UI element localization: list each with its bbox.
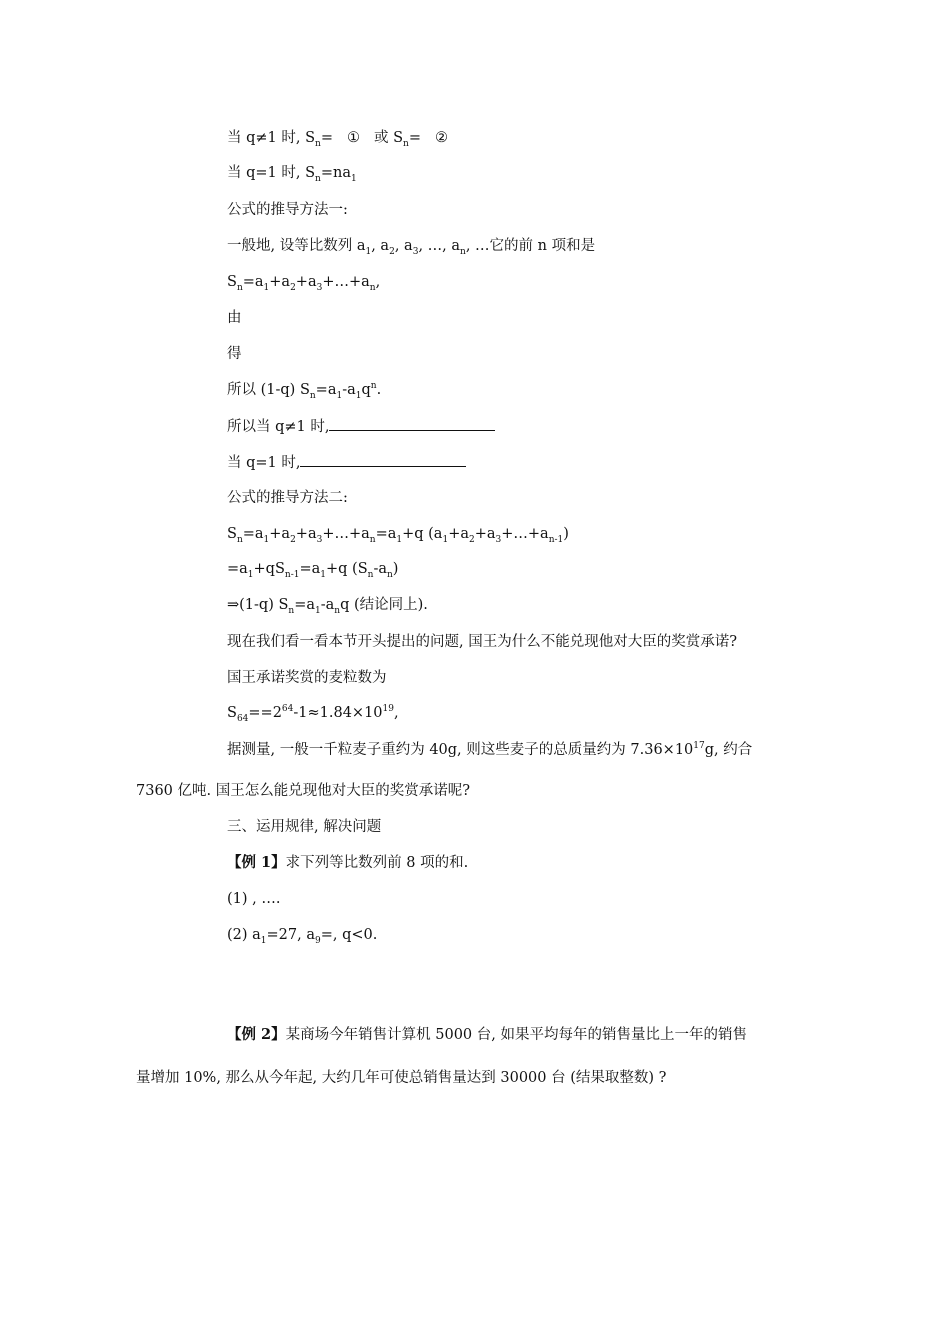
formula-sum-definition: $S_n=a_1+a_2+a_3+\dots+a_n$,: [227, 274, 381, 293]
blank-q-ne-1: 所以当 q≠1 时,: [227, 416, 495, 437]
formula-q-ne-1: 当 q≠1 时, $S_n=$ ① 或 $S_n=$ ②: [227, 130, 448, 149]
formula-method-2-conclusion: ⇒(1-q) $S_n=a_1-a_nq$ (结论同上).: [227, 597, 428, 616]
heading-method-1: 公式的推导方法一:: [227, 202, 348, 218]
heading-method-2: 公式的推导方法二:: [227, 490, 348, 506]
text-king-question: 现在我们看一看本节开头提出的问题, 国王为什么不能兑现他对大臣的奖赏承诺?: [227, 634, 737, 650]
example-1-part-2: (2) $a_1=27$, $a_9=$, q<0.: [227, 927, 378, 946]
formula-method-2-step-2: $=a_1+qS_{n-1}=a_1+q$ $(S_n-a_n)$: [227, 561, 399, 580]
blank-q-eq-1: 当 q=1 时,: [227, 452, 466, 473]
formula-method-2-step-1: $S_n=a_1+a_2+a_3+\dots+a_n=a_1+q$ $(a_1+a_2+a_3+\dots+a_{n-1})$: [227, 526, 569, 545]
text-general-sequence: 一般地, 设等比数列 $a_1$, $a_2$, $a_3$, …, $a_n$, …它的前 n 项和是: [227, 238, 596, 257]
answer-blank-1[interactable]: [329, 416, 495, 431]
formula-q-eq-1: 当 q=1 时, $S_n=na_1$: [227, 165, 357, 184]
formula-s64: $S_{64}==2^{64}-1\approx 1.84\times 10^{19}$,: [227, 704, 399, 724]
example-1-part-1: (1) , ….: [227, 891, 281, 907]
text-wheat-count: 国王承诺奖赏的麦粒数为: [227, 670, 387, 686]
circle-1: ①: [346, 130, 360, 146]
text-wheat-tons: 7360 亿吨. 国王怎么能兑现他对大臣的奖赏承诺呢?: [136, 783, 471, 799]
example-2-title: 【例 2】某商场今年销售计算机 5000 台, 如果平均每年的销售量比上一年的销售: [227, 1026, 747, 1043]
text-de: 得: [227, 346, 242, 362]
text-you: 由: [227, 310, 242, 326]
formula-therefore: 所以 (1-q) $S_n=a_1-a_1q^n$.: [227, 381, 382, 401]
example-2-continuation: 量增加 10%, 那么从今年起, 大约几年可使总销售量达到 30000 台 (结果取整数) ?: [136, 1070, 667, 1086]
example-1-title: 【例 1】求下列等比数列前 8 项的和.: [227, 854, 469, 871]
section-heading-3: 三、运用规律, 解决问题: [227, 819, 382, 835]
text-wheat-mass: 据测量, 一般一千粒麦子重约为 40g, 则这些麦子的总质量约为 $7.36\times 10^{17}g$, 约合: [227, 741, 753, 758]
answer-blank-2[interactable]: [300, 452, 466, 467]
circle-2: ②: [434, 130, 448, 146]
